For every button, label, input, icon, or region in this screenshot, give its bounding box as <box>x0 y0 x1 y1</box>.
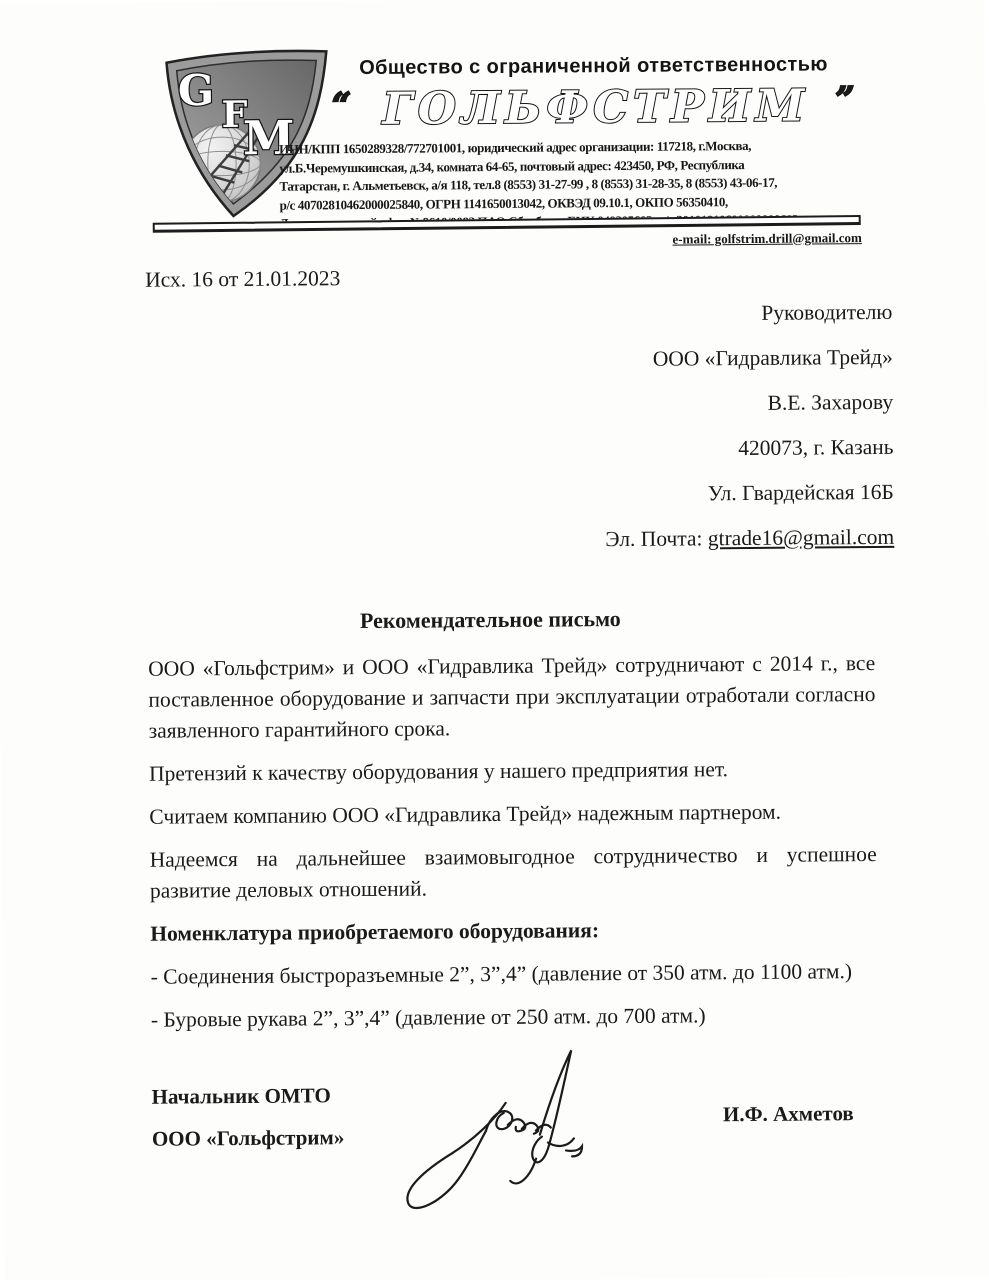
company-name <box>279 77 861 136</box>
letter-body <box>148 648 878 1036</box>
detail-line: Татарстан, г. Альметьевск, а/я 118, тел.8 (8553) 31-27-99 , 8 (8553) 31-28-35, 8 (8553) 43-06-17, <box>279 174 778 194</box>
outgoing-ref: Исх. 16 от 21.01.2023 <box>145 266 341 292</box>
company-name-text: ГОЛЬФСТРИМ <box>382 80 810 135</box>
recipient-line: Руководителю <box>761 299 893 325</box>
letter-paragraph: Претензий к качеству оборудования у нашего предприятия нет. <box>148 757 729 786</box>
signature-block <box>151 1070 879 1266</box>
letter-paragraph: Считаем компанию ООО «Гидравлика Трейд» надежным партнером. <box>149 799 782 829</box>
signer-company: ООО «Гольфстрим» <box>151 1125 345 1151</box>
close-quote: ” <box>835 79 860 119</box>
logo-letter-m: M <box>242 109 295 166</box>
letter-title: Рекомендательное письмо <box>359 606 621 634</box>
nomenclature-heading: Номенклатура приобретаемого оборудования: <box>150 918 600 946</box>
letter-paragraph: ООО «Гольфстрим» и ООО «Гидравлика Трейд» сотрудничают с 2014 г., все поставленное оборудование и запчасти при эксплуатации отработали согласно заявленного гарантийного срока. <box>148 651 876 743</box>
detail-line: р/с 40702810462000025840, ОГРН 1141650013042, ОКВЭД 09.10.1, ОКПО 56350410, <box>279 193 728 213</box>
handwritten-signature <box>389 1042 600 1222</box>
nomenclature-item: - Соединения быстроразъемные 2”, 3”,4” (давление от 350 атм. до 1100 атм.) <box>150 959 853 989</box>
signer-position: Начальник ОМТО <box>151 1083 331 1109</box>
recipient-block <box>0 290 894 567</box>
recipient-line: В.Е. Захарову <box>767 389 894 415</box>
recipient-email: gtrade16@gmail.com <box>707 524 895 551</box>
nomenclature-item: - Буровые рукава 2”, 3”,4” (давление от 250 атм. до 700 атм.) <box>150 1003 706 1032</box>
recipient-line: 420073, г. Казань <box>738 434 894 461</box>
detail-line: ул.Б.Черемушкинская, д.34, комната 64-65, почтовый адрес: 423450, РФ, Республика <box>279 156 745 176</box>
company-details <box>279 136 862 250</box>
open-quote: “ <box>331 85 357 125</box>
recipient-email-line <box>0 515 894 567</box>
logo-letter-f: F <box>221 92 248 137</box>
recipient-email-label: Эл. Почта: <box>605 526 708 552</box>
logo-letter-g: G <box>177 65 215 117</box>
org-type-label: Общество с ограниченной ответственностью <box>359 53 828 80</box>
svg-text:“ ГОЛЬФСТРИМ <box>332 77 860 135</box>
letterhead <box>0 0 986 247</box>
header-email: e-mail: golfstrim.drill@gmail.com <box>672 229 862 247</box>
detail-line: ИНН/КПП 1650289328/772701001, юридический адрес организации: 117218, г.Москва, <box>279 137 752 157</box>
signer-name: И.Ф. Ахметов <box>722 1101 854 1127</box>
letter-paragraph: Надеемся на дальнейшее взаимовыгодное сотрудничество и успешное развитие деловых отношений. <box>149 842 877 903</box>
recipient-line: Ул. Гвардейская 16Б <box>707 479 894 506</box>
recipient-line: ООО «Гидравлика Трейд» <box>652 344 893 371</box>
